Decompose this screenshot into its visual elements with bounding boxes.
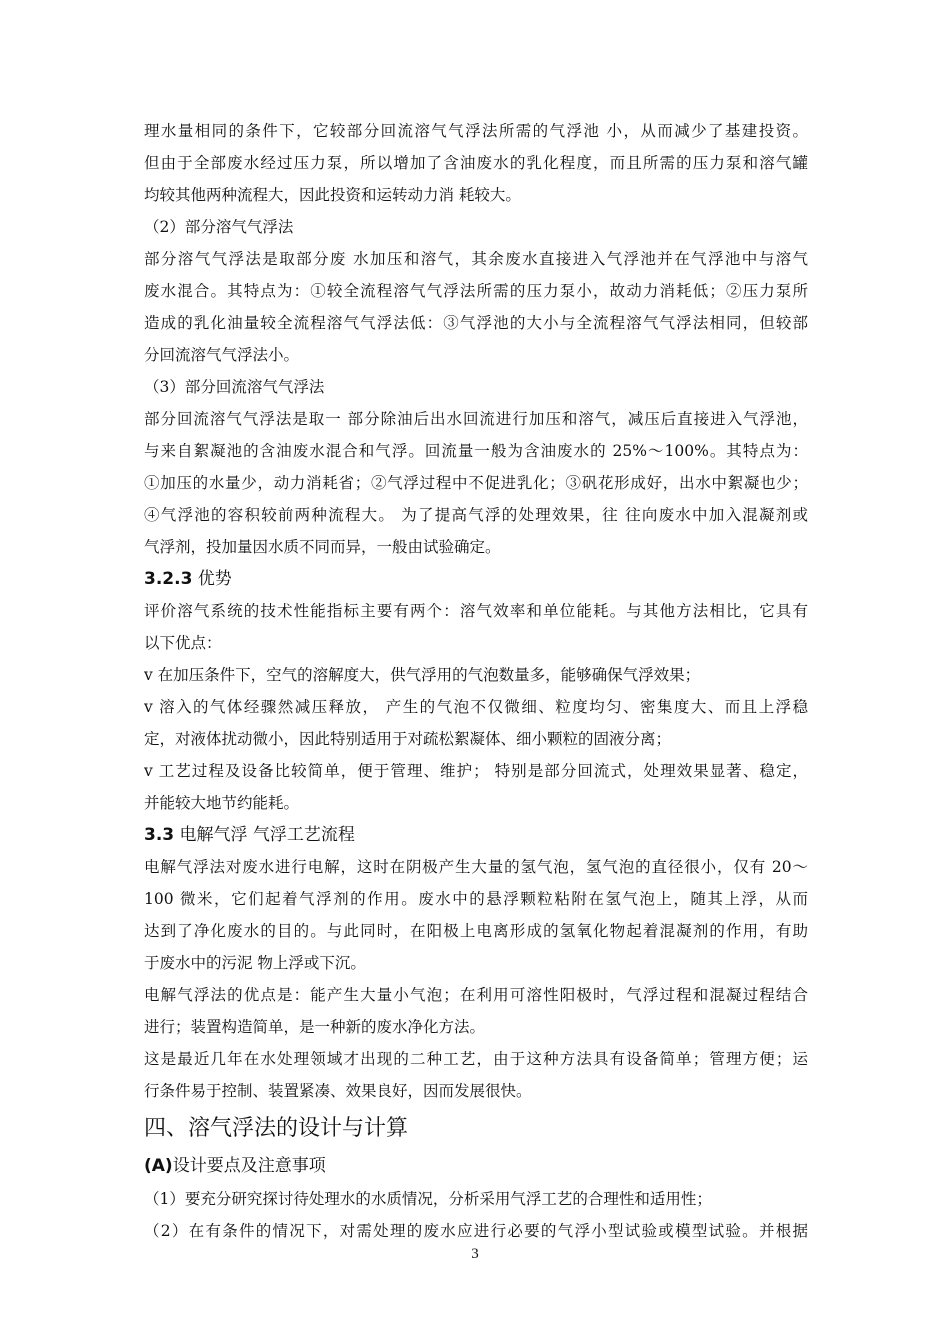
text-line: 进行；装置构造简单，是一种新的废水净化方法。 [144,1018,486,1036]
text-line: 部分回流溶气气浮法是取一 部分除油后出水回流进行加压和溶气，减压后直接进入气浮池， [144,410,808,428]
text-line: 电解气浮法的优点是：能产生大量小气泡；在利用可溶性阳极时，气浮过程和混凝过程结合 [144,986,808,1004]
text-line: v 溶入的气体经骤然减压释放， 产生的气泡不仅微细、粒度均匀、密集度大、而且上浮稳 [144,698,808,716]
text-line: 造成的乳化油量较全流程溶气气浮法低：③气浮池的大小与全流程溶气气浮法相同，但较部 [144,314,808,332]
text-line: 达到了净化废水的目的。与此同时，在阳极上电离形成的氢氧化物起着混凝剂的作用，有助 [144,922,808,940]
section-title: 设计要点及注意事项 [172,1156,326,1176]
text-line: 废水混合。其特点为：①较全流程溶气气浮法所需的压力泵小，故动力消耗低；②压力泵所 [144,282,808,300]
document-body [144,115,808,1247]
bullet-item [144,659,808,691]
section-number: (A) [144,1156,173,1176]
text-line: v 工艺过程及设备比较简单，便于管理、维护； 特别是部分回流式，处理效果显著、稳定， [144,762,808,780]
text-line: 但由于全部废水经过压力泵，所以增加了含油废水的乳化程度，而且所需的压力泵和溶气罐 [144,154,808,172]
chapter-heading: 四、溶气浮法的设计与计算 [144,1116,409,1141]
section-title: 电解气浮 气浮工艺流程 [174,825,355,845]
list-item [144,1215,808,1247]
section-heading-a [144,1149,808,1183]
page-number: 3 [471,1246,479,1262]
text-line: 并能较大地节约能耗。 [144,794,300,812]
section-title: 优势 [192,569,232,589]
list-item [144,1183,808,1215]
text-line: 这是最近几年在水处理领域才出现的二种工艺，由于这种方法具有设备简单；管理方便；运 [144,1050,808,1068]
paragraph [144,1043,808,1107]
text-line: （1）要充分研究探讨待处理水的水质情况，分析采用气浮工艺的合理性和适用性； [144,1190,712,1208]
text-line: ①加压的水量少，动力消耗省；②气浮过程中不促进乳化；③矾花形成好，出水中絮凝也少； [144,474,808,492]
subheading: （3）部分回流溶气气浮法 [144,378,325,396]
text-line: 定，对液体扰动微小，因此特别适用于对疏松絮凝体、细小颗粒的固液分离； [144,730,672,748]
section-heading-3-2-3 [144,563,808,595]
text-line: （2）在有条件的情况下，对需处理的废水应进行必要的气浮小型试验或模型试验。并根据 [144,1222,808,1240]
text-line: 均较其他两种流程大，因此投资和运转动力消 耗较大。 [144,186,521,204]
paragraph [144,115,808,211]
paragraph [144,403,808,563]
text-line: v 在加压条件下，空气的溶解度大，供气浮用的气泡数量多，能够确保气浮效果； [144,666,701,684]
section-number: 3.3 [144,825,175,845]
text-line: 分回流溶气气浮法小。 [144,346,300,364]
bullet-item [144,691,808,755]
text-line: 100 微米，它们起着气浮剂的作用。废水中的悬浮颗粒粘附在氢气泡上，随其上浮，从而 [144,890,808,908]
text-line: 理水量相同的条件下，它较部分回流溶气气浮法所需的气浮池 小，从而减少了基建投资。 [144,122,808,140]
text-line: 评价溶气系统的技术性能指标主要有两个：溶气效率和单位能耗。与其他方法相比，它具有 [144,602,808,620]
paragraph [144,851,808,979]
text-line: 气浮剂，投加量因水质不同而异，一般由试验确定。 [144,538,501,556]
paragraph [144,243,808,371]
text-line: 行条件易于控制、装置紧凑、效果良好，因而发展很快。 [144,1082,532,1100]
text-line: ④气浮池的容积较前两种流程大。 为了提高气浮的处理效果，往 往向废水中加入混凝剂或 [144,506,808,524]
text-line: 与来自絮凝池的含油废水混合和气浮。回流量一般为含油废水的 25%～100%。其特点为： [144,442,808,460]
section-heading-3-3 [144,819,808,851]
paragraph [144,979,808,1043]
paragraph [144,595,808,659]
section-number: 3.2.3 [144,569,193,589]
text-line: 电解气浮法对废水进行电解，这时在阴极产生大量的氢气泡，氢气泡的直径很小，仅有 20～ [144,858,808,876]
bullet-item [144,755,808,819]
subheading: （2）部分溶气气浮法 [144,218,294,236]
text-line: 于废水中的污泥 物上浮或下沉。 [144,954,366,972]
text-line: 以下优点： [144,634,222,652]
text-line: 部分溶气气浮法是取部分废 水加压和溶气，其余废水直接进入气浮池并在气浮池中与溶气 [144,250,808,268]
